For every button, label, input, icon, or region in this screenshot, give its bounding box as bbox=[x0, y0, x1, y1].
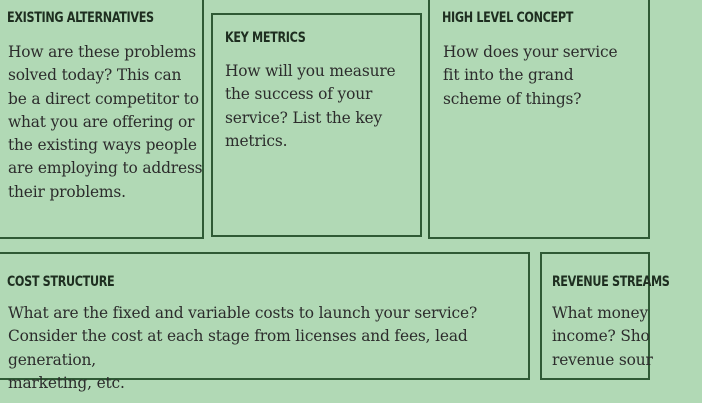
key-metrics-title: KEY METRICS bbox=[225, 30, 306, 46]
cost-structure-title: COST STRUCTURE bbox=[7, 274, 115, 290]
existing-alternatives-text: How are these problems solved today? This can be a direct competitor to what you are offering or the existing ways people are employing to address their problems. bbox=[8, 43, 203, 201]
cost-structure-panel bbox=[0, 252, 530, 392]
revenue-streams-text: What money income? Sho revenue sour bbox=[552, 304, 653, 369]
existing-alternatives-title: EXISTING ALTERNATIVES bbox=[7, 10, 154, 26]
revenue-streams-panel bbox=[540, 252, 670, 380]
cost-structure-text: What are the fixed and variable costs to launch your service? Consider the cost at each stage from licenses and fees, lead generation, marketing, etc. bbox=[8, 304, 478, 392]
key-metrics-text: How will you measure the success of your service? List the key metrics. bbox=[225, 62, 396, 150]
revenue-streams-title: REVENUE STREAMS bbox=[552, 274, 670, 290]
high-level-concept-text: How does your service fit into the grand scheme of things? bbox=[443, 43, 618, 108]
high-level-concept-title: HIGH LEVEL CONCEPT bbox=[442, 10, 574, 26]
key-metrics-panel bbox=[211, 13, 422, 237]
high-level-concept-panel bbox=[428, 0, 650, 239]
existing-alternatives-panel bbox=[0, 0, 204, 239]
